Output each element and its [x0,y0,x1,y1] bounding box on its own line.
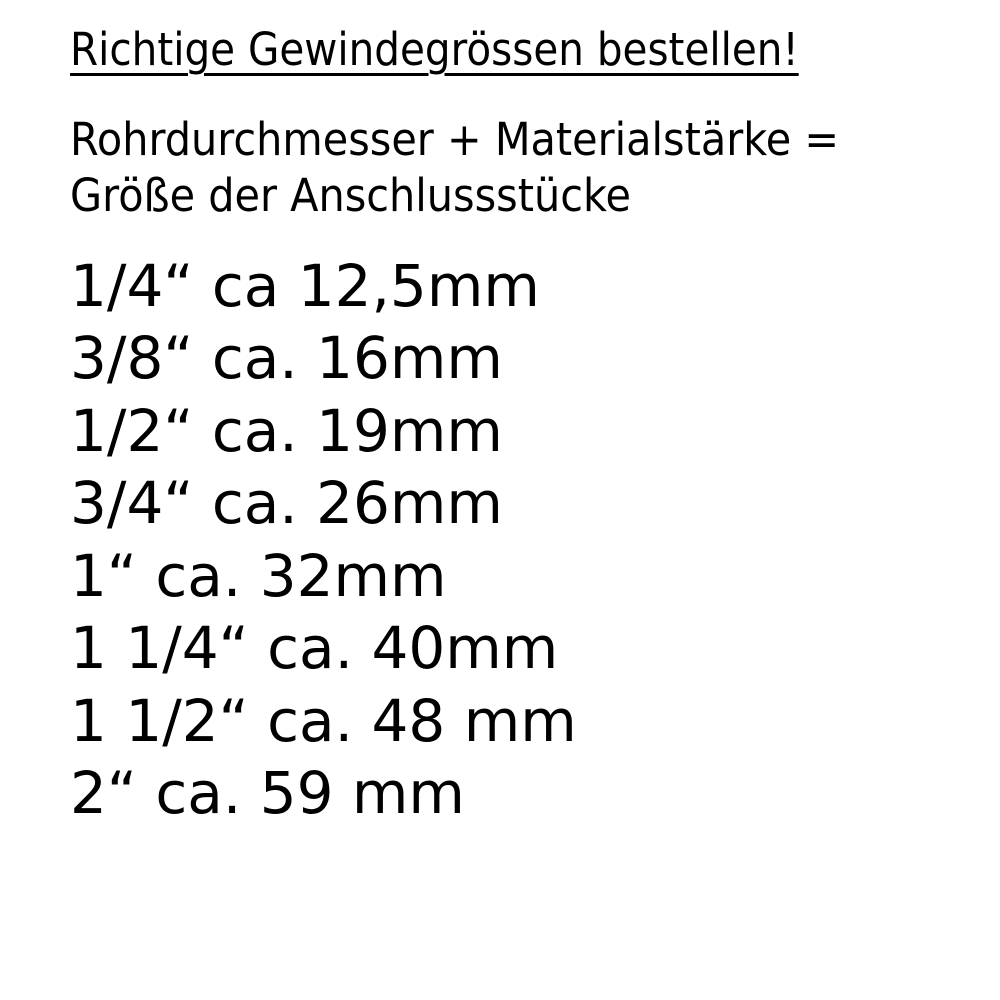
size-row: 2“ ca. 59 mm [70,759,465,828]
formula-line-2: Größe der Anschlussstücke [70,169,631,223]
size-row: 1“ ca. 32mm [70,541,447,610]
size-row: 1/4“ ca 12,5mm [70,251,540,320]
size-row: 1 1/2“ ca. 48 mm [70,686,577,755]
size-row: 1 1/4“ ca. 40mm [70,614,559,683]
size-list [70,250,1000,830]
size-row: 3/8“ ca. 16mm [70,324,503,393]
sizing-formula [70,112,926,224]
size-row: 3/4“ ca. 26mm [70,469,503,538]
size-row: 1/2“ ca. 19mm [70,396,503,465]
formula-line-1: Rohrdurchmesser + Materialstärke = [70,113,840,167]
page-title: Richtige Gewindegrössen bestellen! [70,23,799,76]
